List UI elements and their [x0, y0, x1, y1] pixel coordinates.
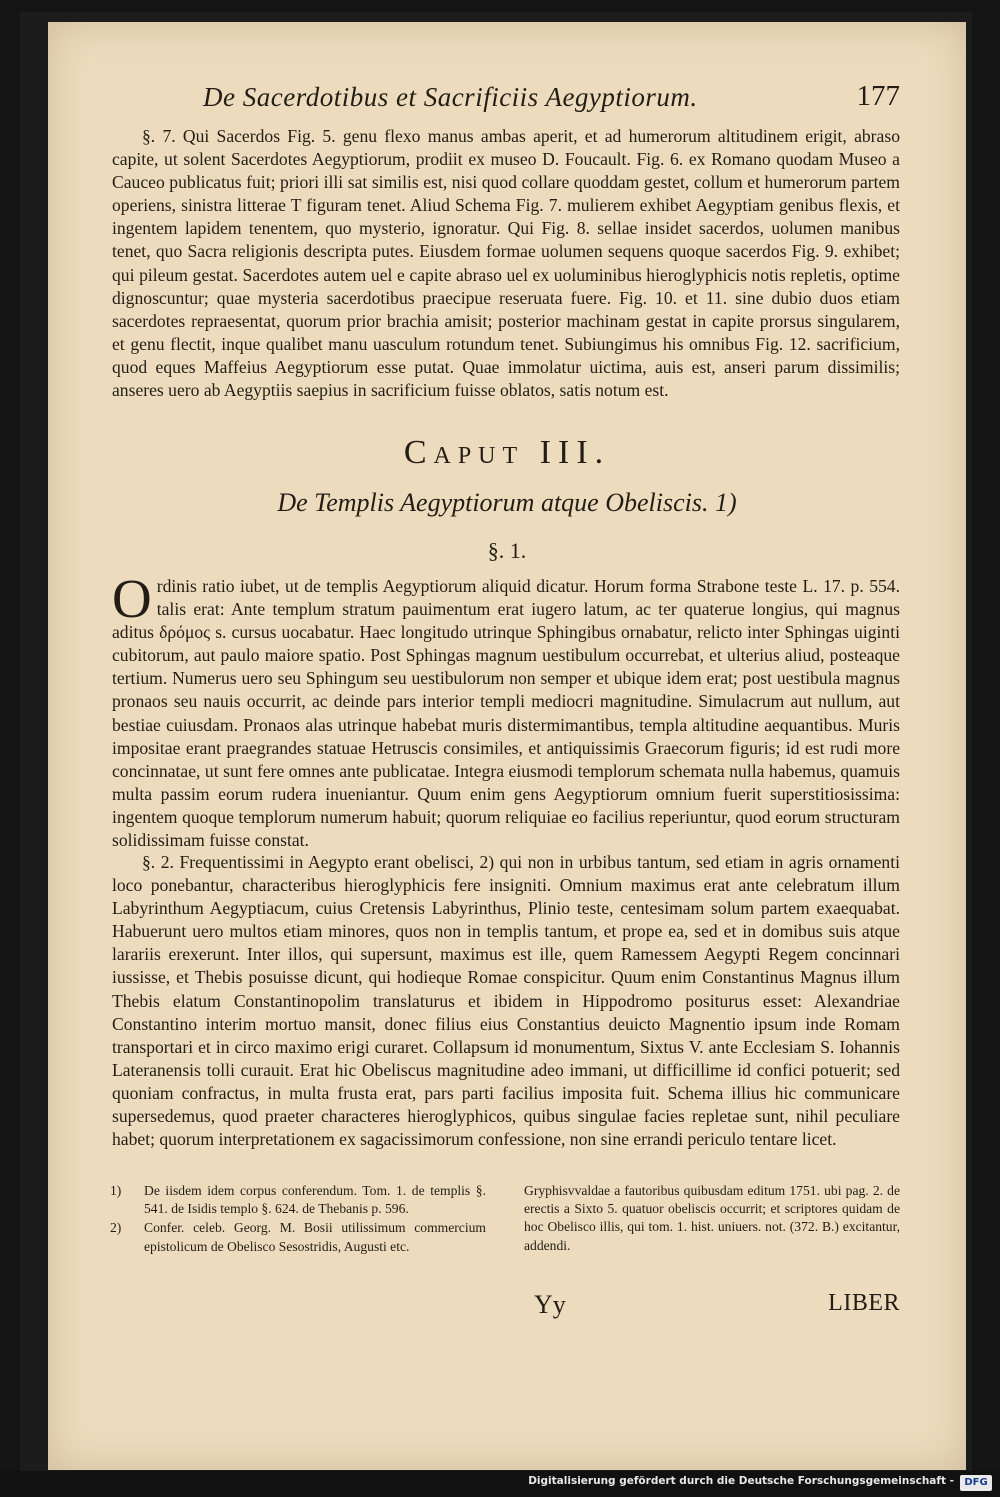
- footnote-1-number: 1): [110, 1183, 122, 1198]
- drop-cap: O: [112, 568, 152, 629]
- signature-mark: Yy: [534, 1290, 566, 1319]
- page-number: 177: [856, 80, 900, 112]
- book-page: [48, 22, 966, 1470]
- footnotes-right-column: Gryphisvvaldae a fautoribus quibusdam editum 1751. ubi pag. 2. de erectis a Sixto 5. quatuor obeliscis occurrit; et scriptores quidam de hoc Obelisco illis, qui tom. 1. hist. uniuers. not. (372. B.) excitantur, addendi.: [524, 1183, 900, 1253]
- footnote-2-text: Confer. celeb. Georg. M. Bosii utilissimum commercium epistolicum de Obelisco Sesostridis, Augusti etc.: [144, 1220, 486, 1254]
- paragraph-1: [112, 568, 900, 852]
- footnote-2: [110, 1219, 486, 1255]
- running-title: De Sacerdotibus et Sacrificiis Aegyptiorum.: [203, 82, 698, 112]
- footnote-1-text: De iisdem idem corpus conferendum. Tom. 1. de templis §. 541. de Isidis templo §. 624. de Thebanis p. 596.: [144, 1183, 486, 1217]
- paragraph-1-body: rdinis ratio iubet, ut de templis Aegyptiorum aliquid dicatur. Horum forma Strabone teste L. 17. p. 554. talis erat: Ante templum stratum pauimentum erat iugero latum, ac ter quaterue longius, qui magnus aditus δρόμος s. cursus uocabatur. Haec longitudo utrinque Sphingibus ornabatur, relicto inter Sphingas uiginti cubitorum, aut paulo maiore spatio. Post Sphingas magnum uestibulum occurrebat, et ulterius aliud, posteaque tertium. Numerus uero seu Sphingum seu uestibulorum non semper et ubique idem erat; post uestibula magnus pronaos seu nauis occurrit, ac deinde pars interior templi mediocri magnitudine. Simulacrum aut nullum, aut bestiae cuiusdam. Pronaos alas utrinque habebat muris distermimantibus, templa altitudine aequantibus. Muris impositae erant praegrandes statuae Hetruscis consimiles, et antiquissimis Graecorum figuris; id est rudi more concinnatae, ut sunt fere omnes ante publicatae. Integra eiusmodi templorum schemata nulla habemus, quamuis multa passim eorum rudera inueniantur. Quum enim gens Aegyptiorum omnium fuerit superstitiosissima: ingentem quoque templorum numerum habuit; quorum reliquiae eo facilius reperiuntur, quod eorum structuram solidissimam fuisse constat.: [112, 576, 900, 851]
- paragraph-2: §. 2. Frequentissimi in Aegypto erant obelisci, 2) qui non in urbibus tantum, sed etiam in agris ornamenti loco ponebantur, characteribus hieroglyphicis fere insigniti. Omnium maximus erat ante celebratum illum Labyrinthum Aegyptiacum, cuius Cretensis Labyrinthus, Plinio teste, centesimam solum partem exaequabat. Habuerunt uero multos etiam minores, quos non in templis tantum, et prope ea, sed et in domibus suis atque larariis erexerunt. Inter illos, qui supersunt, maximus est ille, quem Ramessem Aegypti Regem concinnari iussisse, et Thebis posuisse dicunt, qui hodieque Romae conspicitur. Quum enim Constantinus Magnus illum Thebis elatum Constantinopolim translaturus et ibidem in Hippodromo positurus esset: Alexandriae Constantino interim mortuo mansit, donec filius eius Constantius deuicto Magnentio ipsum inde Romam transportari et in circo maximo erigi curaret. Collapsum id monumentum, Sixtus V. ante Ecclesiam S. Iohannis Lateranensis tolli curauit. Erat hic Obeliscus magnitudine adeo immani, ut difficillime id confici potuerit; sed quoniam confractus, in multa frusta erat, pars parti facilius imposita fuit. Schema illius hic communicare supersedemus, quod praeter characteres hieroglyphicos, quibus singulae facies repletae sunt, nihil peculiare habet; quorum interpretationem ex sagacissimorum confessione, non sine errandi periculo tentare licet.: [112, 852, 900, 1150]
- paragraph-7: §. 7. Qui Sacerdos Fig. 5. genu flexo manus ambas aperit, et ad humerorum altitudinem erigit, abraso capite, ut solent Sacerdotes Aegyptiorum, prodiit ex museo D. Foucault. Fig. 6. ex Romano quodam Museo a Cauceo publicatus fuit; priori illi sat similis est, nisi quod collare quoddam gestet, collum et humerorum partem operiens, sinistra litterae T figuram tenet. Aliud Schema Fig. 7. mulierem exhibet Aegyptiam genibus flexis, et ingentem lapidem tenentem, quo mysterio, ignoratur. Qui Fig. 8. sellae insidet sacerdos, uolumen manibus tenet, quo Sacra religionis descripta putes. Eiusdem formae uolumen sequens quoque sacerdos Fig. 9. exhibet; qui pileum gestat. Sacerdotes autem uel e capite abraso uel ex uoluminibus hieroglyphicis notis repletis, optime dignoscuntur; quae mysteria sacerdotibus praecipue reseruata fuere. Fig. 10. et 11. sine dubio duos etiam sacerdotes repraesentat, quorum prior brachia amisit; posterior machinam gestat in capite prorsus singularem, et genu flectit, inque qualibet manu uasculum rotundum tenet. Subiungimus his omnibus Fig. 12. sacrificium, quod eques Maffeius Aegyptiorum esse putat. Quae immolatur uictima, auis est, anseri parum dissimilis; anseres uero ab Aegyptiis saepius in sacrificium fuisse oblatos, satis notum est.: [112, 126, 900, 401]
- chapter-subtitle: De Templis Aegyptiorum atque Obeliscis. 1): [277, 488, 737, 517]
- catchword: LIBER: [828, 1290, 900, 1316]
- section-mark: §. 1.: [487, 538, 527, 563]
- footnote-1: [110, 1182, 486, 1218]
- footnotes-left-column: [110, 1182, 486, 1257]
- digitization-credit: Digitalisierung gefördert durch die Deutsche Forschungsgemeinschaft -: [528, 1475, 954, 1487]
- dfg-logo-icon: DFG: [960, 1475, 992, 1491]
- footnote-2-number: 2): [110, 1220, 122, 1236]
- footer-bar: [0, 1471, 1000, 1497]
- chapter-title: Caput III.: [403, 434, 611, 471]
- running-head: [48, 82, 966, 118]
